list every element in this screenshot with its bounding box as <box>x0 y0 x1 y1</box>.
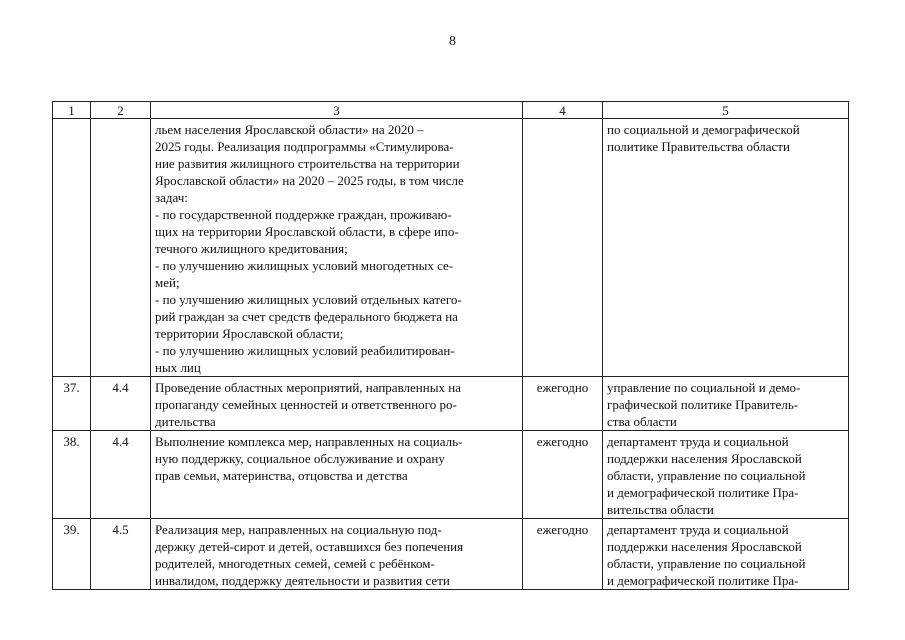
row-period <box>523 119 603 377</box>
row-period: ежегодно <box>523 377 603 431</box>
header-cell-4: 4 <box>523 102 603 119</box>
row-action: льем населения Ярославской области» на 2020 – 2025 годы. Реализация подпрограммы «Стимулирова- ние развития жилищного строительства на территории Ярославской области» на 2020 – 2025 годы, в том числе задач: - по государственной поддержке граждан, проживаю- щих на территории Ярославской области, в сфере ипо- течного жилищного кредитования; - по улучшению жилищных условий многодетных се- мей; - по улучшению жилищных условий отдельных катего- рий граждан за счет средств федерального бюджета на территории Ярославской области; - по улучшению жилищных условий реабилитирован- ных лиц <box>151 119 523 377</box>
row-responsible: управление по социальной и демо- графической политике Правитель- ства области <box>603 377 849 431</box>
row-code: 4.4 <box>91 377 151 431</box>
measures-table <box>52 101 849 590</box>
row-period: ежегодно <box>523 519 603 590</box>
header-cell-3: 3 <box>151 102 523 119</box>
row-responsible: департамент труда и социальной поддержки населения Ярославской области, управление по социальной и демографической политике Пра- вительства области <box>603 431 849 519</box>
row-responsible: по социальной и демографической политике Правительства области <box>603 119 849 377</box>
row-number <box>53 119 91 377</box>
table-header-row <box>53 102 849 119</box>
row-number: 39. <box>53 519 91 590</box>
table-row <box>53 519 849 590</box>
row-code: 4.5 <box>91 519 151 590</box>
row-period: ежегодно <box>523 431 603 519</box>
row-number: 37. <box>53 377 91 431</box>
row-number: 38. <box>53 431 91 519</box>
table-row <box>53 377 849 431</box>
table-row <box>53 431 849 519</box>
row-code <box>91 119 151 377</box>
row-code: 4.4 <box>91 431 151 519</box>
header-cell-5: 5 <box>603 102 849 119</box>
row-action: Реализация мер, направленных на социальную под- держку детей-сирот и детей, оставшихся без попечения родителей, многодетных семей, семей с ребёнком- инвалидом, поддержку деятельности и развития сети <box>151 519 523 590</box>
row-action: Проведение областных мероприятий, направленных на пропаганду семейных ценностей и ответственного ро- дительства <box>151 377 523 431</box>
header-cell-2: 2 <box>91 102 151 119</box>
header-cell-1: 1 <box>53 102 91 119</box>
row-action: Выполнение комплекса мер, направленных на социаль- ную поддержку, социальное обслуживание и охрану прав семьи, материнства, отцовства и детства <box>151 431 523 519</box>
table-row <box>53 119 849 377</box>
row-responsible: департамент труда и социальной поддержки населения Ярославской области, управление по социальной и демографической политике Пра- <box>603 519 849 590</box>
page-number: 8 <box>449 34 456 49</box>
